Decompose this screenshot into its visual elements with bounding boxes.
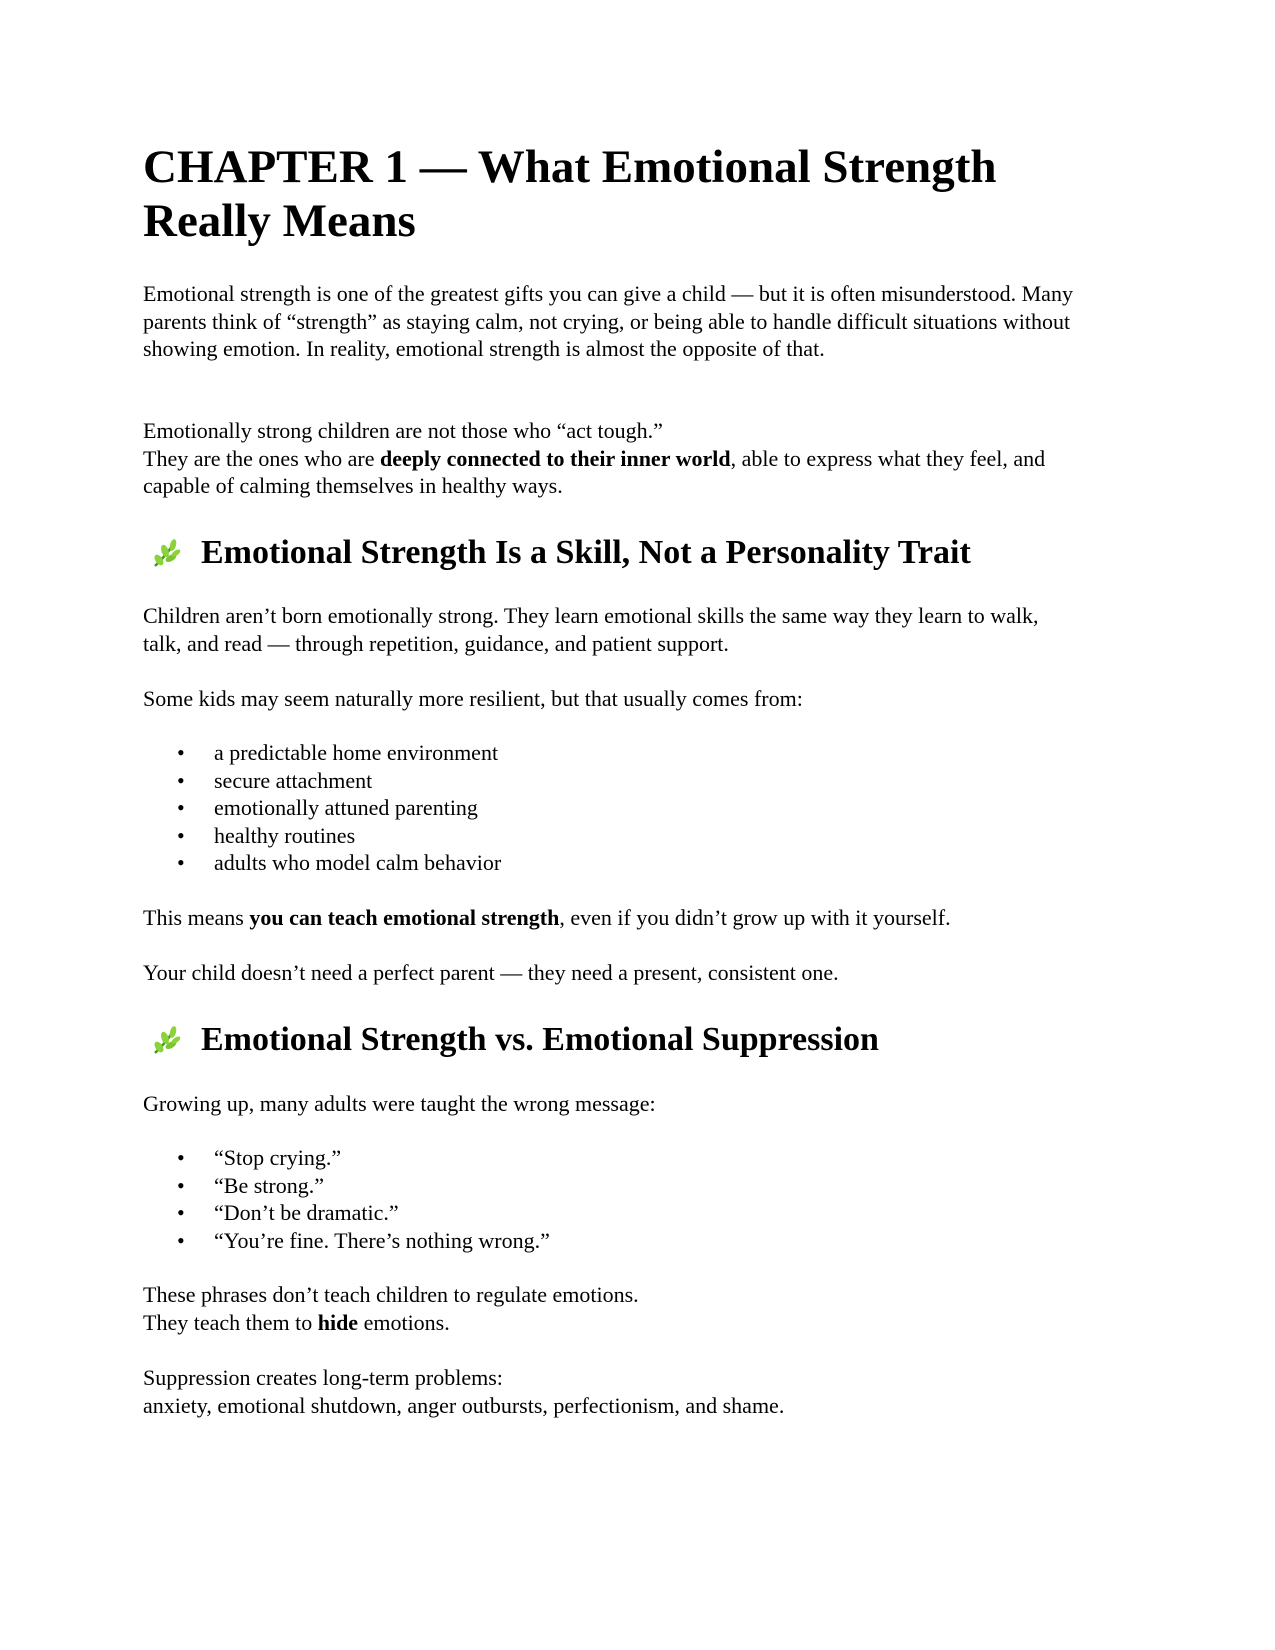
list-item	[143, 1172, 550, 1200]
chapter-title	[143, 140, 1123, 248]
list-item	[143, 822, 501, 850]
list-item	[143, 1227, 550, 1255]
list-item-text: adults who model calm behavior	[214, 850, 502, 875]
list-item	[143, 849, 501, 877]
intro-text: , able to express what they feel, and capable of calming themselves in healthy ways.	[143, 445, 1046, 498]
section-heading-text: Emotional Strength Is a Skill, Not a Personality Trait	[201, 534, 971, 571]
list-item	[143, 767, 501, 795]
herb-leaf-icon	[149, 536, 183, 570]
list-item-text: secure attachment	[214, 767, 373, 793]
bullet-icon: •	[177, 795, 185, 820]
bullet-icon: •	[177, 740, 185, 765]
bullet-icon: •	[177, 767, 185, 793]
intro-paragraph-1: Emotional strength is one of the greatest gifts you can give a child — but it is often misunderstood. Many parents think of “strength” as staying calm, not crying, or being able to handle difficult situations without showing emotion. In reality, emotional strength is almost the opposite of that.	[143, 281, 1073, 361]
body-text: anxiety, emotional shutdown, anger outbursts, perfectionism, and shame.	[143, 1392, 785, 1418]
bullet-icon: •	[177, 850, 185, 875]
list-item-text: “Be strong.”	[214, 1172, 324, 1198]
bullet-icon: •	[177, 822, 185, 848]
list-item-text: emotionally attuned parenting	[214, 795, 478, 820]
body-text: emotions.	[358, 1309, 450, 1335]
list-item-text: a predictable home environment	[214, 740, 499, 765]
chapter-title-line-1: CHAPTER 1 — What Emotional Strength	[143, 141, 997, 193]
list-item	[143, 1144, 550, 1172]
list-item-text: “You’re fine. There’s nothing wrong.”	[214, 1227, 550, 1253]
list-item	[143, 739, 501, 767]
bullet-icon: •	[177, 1172, 185, 1198]
bullet-icon: •	[177, 1227, 185, 1253]
section-heading-skill	[143, 533, 971, 573]
intro-paragraph-2	[143, 417, 1073, 500]
list-item-text: “Stop crying.”	[214, 1145, 342, 1170]
emphasis-text: you can teach emotional strength	[249, 905, 560, 930]
body-text: They teach them to	[143, 1309, 318, 1335]
body-text: , even if you didn’t grow up with it yourself.	[559, 905, 951, 930]
emphasis-text: hide	[317, 1309, 359, 1335]
herb-leaf-icon	[149, 1023, 183, 1057]
chapter-title-line-2: Really Means	[143, 195, 416, 247]
section-heading-suppression	[143, 1020, 879, 1060]
resilience-sources-list	[143, 739, 501, 877]
section1-paragraph-2: Some kids may seem naturally more resilient, but that usually comes from:	[143, 686, 803, 711]
intro-text: They are the ones who are	[143, 445, 381, 471]
list-item	[143, 794, 501, 822]
section2-paragraph-3	[143, 1364, 1073, 1419]
suppression-phrases-list	[143, 1144, 550, 1254]
section-heading-text: Emotional Strength vs. Emotional Suppression	[201, 1021, 879, 1058]
intro-paragraph-2-line-1: Emotionally strong children are not those who “act tough.”	[143, 418, 663, 443]
section1-paragraph-4: Your child doesn’t need a perfect parent — they need a present, consistent one.	[143, 960, 839, 985]
bullet-icon: •	[177, 1200, 185, 1225]
list-item-text: “Don’t be dramatic.”	[214, 1200, 399, 1225]
section2-paragraph-2	[143, 1281, 1073, 1336]
bullet-icon: •	[177, 1145, 185, 1170]
body-text: These phrases don’t teach children to regulate emotions.	[143, 1282, 639, 1307]
body-text: This means	[143, 905, 250, 930]
section1-paragraph-3	[143, 904, 1073, 932]
list-item	[143, 1199, 550, 1227]
section2-paragraph-1: Growing up, many adults were taught the wrong message:	[143, 1091, 656, 1116]
emphasis-text: deeply connected to their inner world	[380, 445, 731, 471]
list-item-text: healthy routines	[214, 822, 356, 848]
body-text: Suppression creates long-term problems:	[143, 1365, 503, 1390]
section1-paragraph-1: Children aren’t born emotionally strong. They learn emotional skills the same way they learn to walk, talk, and read — through repetition, guidance, and patient support.	[143, 603, 1039, 656]
